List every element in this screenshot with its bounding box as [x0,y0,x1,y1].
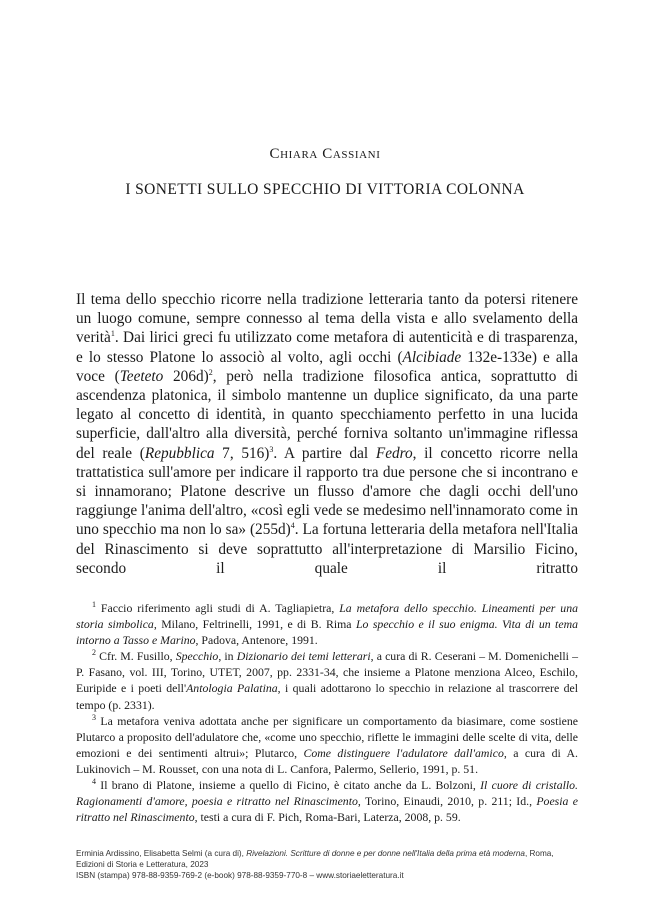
footer-citation [76,848,576,870]
footnote-work-title: Specchio [175,649,219,664]
footnote-work-title: Poesia e ritratto nel Rinascimento [76,794,578,825]
chapter-title: I SONETTI SULLO SPECCHIO DI VITTORIA COLONNA [125,181,525,198]
body-text-run: . La fortuna letteraria della metafora nell'Italia del Rinascimento si deve soprattutto all'interpretazione di Marsilio Ficino, secondo il quale il ritratto [76,521,578,577]
footer-text: , Roma, Edizioni di Storia e Letteratura, 2023 [76,849,554,870]
footnote-text: , Torino, Einaudi, 2010, p. 211; Id., [357,794,537,809]
footnote [76,777,578,825]
body-text-run: , il concetto ricorre nella trattatistica sull'amore per indicare il rapporto tra due persone che si incontrano e si innamorano; Platone descrive un flusso d'amore che dagli occhi dell'uno raggiunge l'anima dell'altro, «così egli vede se medesimo nell'innamorato come in uno specchio ma non lo sa» (255d) [76,444,578,539]
footnote-ref[interactable]: 1 [110,329,115,339]
footnote-text: , in [218,649,237,664]
footer-isbn: ISBN (stampa) 978-88-9359-769-2 (e-book) 978-88-9359-770-8 – www.storiaeletteratura.it [76,871,404,881]
body-paragraph [76,290,578,578]
body-text-run: 132e-133e) e alla voce ( [76,348,579,385]
body-text [76,290,578,578]
footnote-text: , i quali adottarono lo specchio in relazione al trascorrere del tempo (p. 2331). [76,681,578,712]
footnote-work-title: La metafora dello specchio. Lineamenti per una storia simbolica [76,601,578,632]
footnote-number: 1 [92,600,96,610]
body-text-run: 206d) [163,367,209,385]
footnote-text: La metafora veniva adottata anche per significare un comportamento da biasimare, come sostiene Plutarco a proposito dell'adulatore che, «come uno specchio, riflette le immagini delle scelte di vita, delle emozioni e dei sentimenti altrui»; Plutarco, [76,713,578,760]
footnote-text: , Padova, Antenore, 1991. [195,633,318,648]
footnote-work-title: Il cuore di cristallo. Ragionamenti d'amore, poesia e ritratto nel Rinascimento [76,778,578,809]
footnote-work-title: Come distinguere l'adulatore dall'amico [303,745,504,760]
footnote-text: , a cura di R. Ceserani – M. Domenichelli – P. Fasano, vol. III, Torino, UTET, 2007, pp. 2331-34, che insieme a Platone menziona Alceo, Eschilo, Euripide e i poeti dell' [76,649,578,696]
footnote-ref[interactable]: 3 [269,444,274,454]
footnote-number: 4 [92,777,96,787]
work-title: Alcibiade [402,348,462,366]
work-title: Teeteto [119,367,164,385]
body-text-run: . Dai lirici greci fu utilizzato come metafora di autenticità e di trasparenza, e lo stesso Platone lo associò al volto, agli occhi ( [76,329,578,366]
body-text-run: . A partire dal [273,444,376,462]
footnote-text: , testi a cura di F. Pich, Roma-Bari, Laterza, 2008, p. 59. [194,810,461,825]
footnote-text: , a cura di A. Lukinovich – M. Rousset, con una nota di L. Canfora, Palermo, Sellerio, 1991, p. 51. [76,745,578,776]
footnote-text: Il brano di Platone, insieme a quello di Ficino, è citato anche da L. Bolzoni, [100,778,481,793]
footnote-text: , Milano, Feltrinelli, 1991, e di B. Rima [153,617,356,632]
footnote-ref[interactable]: 4 [290,521,295,531]
body-text-run: Il tema dello specchio ricorre nella tradizione letteraria tanto da potersi ritenere un luogo comune, sempre connesso al tema della vista e allo svelamento della verità [76,291,578,347]
footnote-number: 2 [92,648,96,658]
footnotes [76,600,578,825]
work-title: Repubblica [144,444,215,462]
body-text-run: , però nella tradizione filosofica antica, soprattutto di ascendenza platonica, il simbolo mantenne un duplice significato, da una parte legato al concetto di identità, in quanto specchiamento perfetto in una lucida superficie, dall'altro alla diversità, perché forniva soltanto un'immagine riflessa del reale ( [76,367,578,462]
footnote [76,600,578,648]
work-title: Fedro [375,444,413,462]
footnote-number: 3 [92,712,96,722]
footnote-work-title: Dizionario dei temi letterari [236,649,371,664]
publication-footer [76,848,576,882]
footnote-text: Cfr. M. Fusillo, [99,649,176,664]
author-name: Chiara Cassiani [269,146,381,162]
footnote [76,648,578,712]
footer-text: Erminia Ardissino, Elisabetta Selmi (a cura di), [76,849,247,858]
footnote-work-title: Antologia Palatina [186,681,278,696]
body-text-run: 7, 516) [214,444,270,462]
book-title: Rivelazioni. Scritture di donne e per donne nell'Italia della prima età moderna [246,849,525,858]
footnote-ref[interactable]: 2 [208,367,213,377]
footnote-work-title: Lo specchio e il suo enigma. Vita di un tema intorno a Tasso e Marino [76,617,578,648]
footnote-text: Faccio riferimento agli studi di A. Tagliapietra, [100,601,340,615]
footnote [76,713,578,777]
